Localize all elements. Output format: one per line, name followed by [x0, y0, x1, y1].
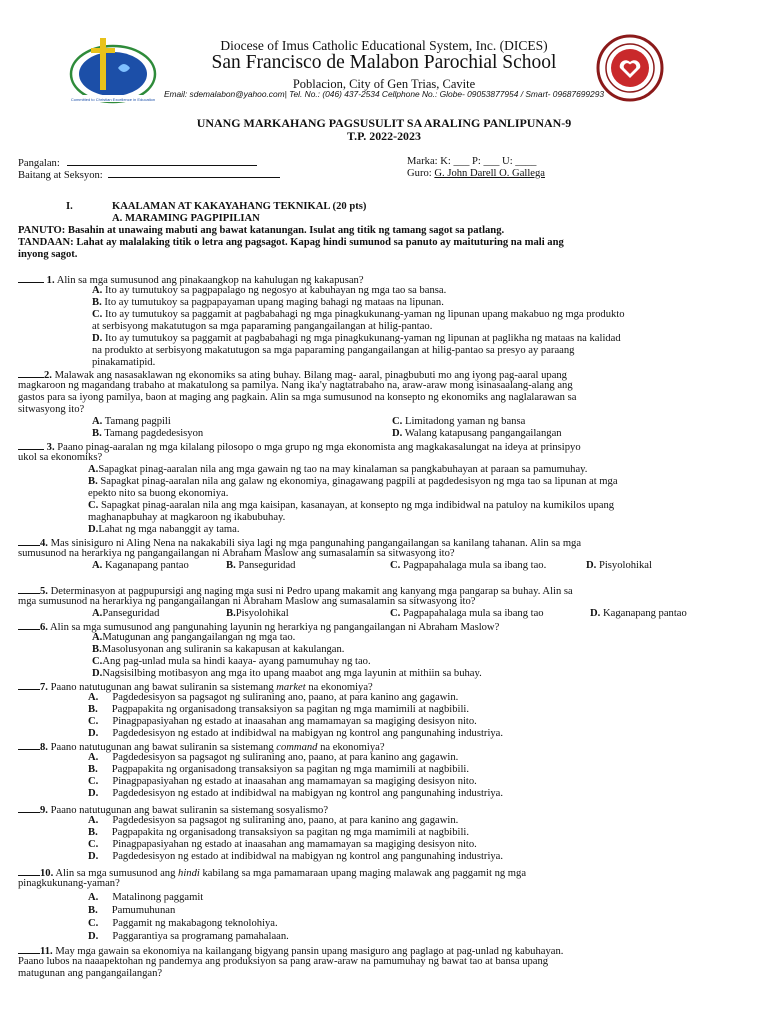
q8-option-d: D. Pagdedesisyon ng estado at indibidwal na mabigyan ng kontrol ang pangunahing industriya.	[88, 788, 504, 799]
q11-line3: matugunan ang pangangailangan?	[18, 968, 163, 979]
q1-option-d-cont: na produkto at serbisyong makatutugon sa mga paparaming pangangailangan at hilig-pantao sa presyo ay paraang	[92, 345, 575, 356]
question-5: 5. Determinasyon at pagpupursigi ang naging mga susi ni Pedro upang makamit ang kanyang mga pangarap sa buhay. Alin sa	[18, 584, 573, 598]
score-field: Marka: K: ___ P: ___ U: ____	[407, 156, 537, 167]
q5-option-b: B.Pisyolohikal	[226, 608, 289, 619]
q6-option-b: B.Masolusyonan ang suliranin sa kakapusan at kakulangan.	[92, 644, 345, 655]
q3-option-d: D.Lahat ng mga nabanggit ay tama.	[88, 524, 240, 535]
q5-option-c: C. Pagpapahalaga mula sa ibang tao	[390, 608, 544, 619]
q3-line2: ukol sa ekonomiks?	[18, 452, 103, 463]
q1-option-b: B. Ito ay tumutukoy sa pagpapayaman upang maging bahagi ng mataas na lipunan.	[92, 297, 444, 308]
q9-option-d: D. Pagdedesisyon ng estado at indibidwal na mabigyan ng kontrol ang pangunahing industriya.	[88, 851, 504, 862]
q6-option-a: A.Matugunan ang pangangailangan ng mga tao.	[92, 632, 296, 643]
q1-option-c-cont: at serbisyong makatutugon sa mga paparaming pangangailangan at hilig-pantao.	[92, 321, 433, 332]
tandaan-line1: TANDAAN: Lahat ay malalaking titik o letra ang pagsagot. Kapag hindi sumunod sa panuto ay maituturing na mali ang	[18, 237, 564, 248]
answer-blank-10[interactable]	[18, 866, 40, 876]
section-roman: I.	[66, 201, 73, 212]
school-address: Poblacion, City of Gen Trias, Cavite	[292, 77, 476, 91]
q3-option-b: B. Sapagkat pinag-aaralan nila ang galaw ng ekonomiya, ginagawang pagpili at pagdedesisyon ng mga tao sa lipunan at mga	[88, 476, 618, 487]
answer-blank-2[interactable]	[18, 368, 44, 378]
answer-blank-9[interactable]	[18, 803, 40, 813]
q7-option-c: C. Pinagpapasiyahan ng estado at inaasahan ang mamamayan sa magiging desisyon nito.	[88, 716, 477, 727]
question-11: 11. May mga gawain sa ekonomiya na kailangang bigyang pansin upang masiguro ang paglago at pag-unlad ng kabuhayan.	[18, 944, 563, 958]
q2-line2: magkaroon ng magandang trabaho at makatulong sa pamilya. Nang ika'y nagtatrabaho na, araw-araw mong isinasaalang-alang ang	[18, 380, 573, 391]
q1-stem: Alin sa mga sumusunod ang pinakaangkop na kahulugan ng kakapusan?	[56, 275, 364, 286]
q10-option-d: D. Paggarantiya sa programang pamahalaan.	[88, 931, 289, 942]
answer-blank-6[interactable]	[18, 620, 40, 630]
question-1: 1. Alin sa mga sumusunod ang pinakaangkop na kahulugan ng kakapusan?	[18, 273, 364, 287]
answer-blank-7[interactable]	[18, 680, 40, 690]
q6-option-d: D.Nagsisilbing motibasyon ang mga ito upang maabot ang mga layunin at mithiin sa buhay.	[92, 668, 482, 679]
question-8: 8. Paano natutugunan ang bawat suliranin sa sistemang command na ekonomiya?	[18, 740, 385, 754]
q9-option-c: C. Pinagpapasiyahan ng estado at inaasahan ang mamamayan sa magiging desisyon nito.	[88, 839, 477, 850]
name-label: Pangalan:	[18, 158, 60, 169]
q5-option-d: D. Kaganapang pantao	[590, 608, 687, 619]
q8-option-a: A. Pagdedesisyon sa pagsagot ng suliraning ano, paano, at para kanino ang gagawin.	[88, 752, 459, 763]
q7-option-d: D. Pagdedesisyon ng estado at indibidwal na mabigyan ng kontrol ang pangunahing industriya.	[88, 728, 504, 739]
q2-line3: gastos para sa iyong pamilya, baon at maging ang pagkain. Alin sa mga sumusunod na konsepto ng ekonomiks ang naglalarawan sa	[18, 392, 577, 403]
section-title: KAALAMAN AT KAKAYAHANG TEKNIKAL (20 pts)	[112, 201, 367, 212]
q1-option-c: C. Ito ay tumutukoy sa paggamit at pagbabahagi ng mga pinagkukunang-yaman ng lipunan upang makabuo ng mga produkto	[92, 309, 625, 320]
answer-blank-1[interactable]	[18, 273, 44, 283]
q8-option-b: B. Pagpapakita ng organisadong transaksiyon sa pagitan ng mga mamimili at nagbibili.	[88, 764, 469, 775]
q2-option-a: A. Tamang pagpili	[92, 416, 171, 427]
q2-option-d: D. Walang katapusang pangangailangan	[392, 428, 562, 439]
diocese-name: Diocese of Imus Catholic Educational System, Inc. (DICES)	[220, 38, 548, 53]
question-10: 10. Alin sa mga sumusunod ang hindi kabilang sa mga pamamaraan upang maging malawak ang paggamit ng mga	[18, 866, 526, 880]
q6-option-c: C.Ang pag-unlad mula sa hindi kaaya- ayang pamumuhay ng tao.	[92, 656, 371, 667]
school-header	[0, 30, 768, 102]
q1-option-a: A. Ito ay tumutukoy sa pagpapalago ng negosyo at kabuhayan ng mga tao sa bansa.	[92, 285, 447, 296]
q3-option-b-cont: epekto nito sa buong ekonomiya.	[88, 488, 229, 499]
section-field[interactable]	[18, 168, 280, 182]
question-7: 7. Paano natutugunan ang bawat suliranin sa sistemang market na ekonomiya?	[18, 680, 373, 694]
q2-option-c: C. Limitadong yaman ng bansa	[392, 416, 526, 427]
question-9: 9. Paano natutugunan ang bawat suliranin sa sistemang sosyalismo?	[18, 803, 328, 817]
q4-option-c: C. Pagpapahalaga mula sa ibang tao.	[390, 560, 547, 571]
school-contacts: Email: sdemalabon@yahoo.com| Tel. No.: (046) 437-2534 Cellphone No.: Globe- 09053877954 / Smart- 09687699293	[163, 89, 605, 99]
q5-option-a: A.Panseguridad	[92, 608, 160, 619]
answer-blank-3[interactable]	[18, 440, 44, 450]
q7-option-a: A. Pagdedesisyon sa pagsagot ng suliraning ano, paano, at para kanino ang gagawin.	[88, 692, 459, 703]
logo-motto-text: Committed to Christian Excellence in Education	[70, 97, 156, 102]
q3-option-c: C. Sapagkat pinag-aaralan nila ang mga kaisipan, kasanayan, at konsepto ng mga indibidwal na patuloy na kumikilos upang	[88, 500, 615, 511]
answer-blank-4[interactable]	[18, 536, 40, 546]
school-name: San Francisco de Malabon Parochial School	[211, 52, 557, 73]
q4-line2: sumusunod na herarkiya ng pangangailangan ni Abraham Maslow ang sumasalamin sa sitwasyong ito?	[18, 548, 455, 559]
exam-title: UNANG MARKAHANG PAGSUSULIT SA ARALING PANLIPUNAN-9	[196, 116, 572, 130]
q9-option-b: B. Pagpapakita ng organisadong transaksiyon sa pagitan ng mga mamimili at nagbibili.	[88, 827, 469, 838]
q4-option-b: B. Panseguridad	[226, 560, 296, 571]
q11-line2: Paano lubos na naaapektohan ng pandemya ang produksiyon sa pang araw-araw na pamumuhay ng bawat tao at bansa upang	[18, 956, 549, 967]
q8-option-c: C. Pinagpapasiyahan ng estado at inaasahan ang mamamayan sa magiging desisyon nito.	[88, 776, 477, 787]
question-3: 3. Paano pinag-aaralan ng mga kilalang pilosopo o mga grupo ng mga ekonomista ang magkakasalungat na ideya at prinsipyo	[18, 440, 581, 454]
answer-blank-8[interactable]	[18, 740, 40, 750]
q2-line4: sitwasyong ito?	[18, 404, 85, 415]
question-2: 2. Malawak ang nasasaklawan ng ekonomiks sa ating buhay. Bilang mag- aaral, pinagbubuti mo ang iyong pag-aaral upang	[18, 368, 567, 382]
q4-option-d: D. Pisyolohikal	[586, 560, 652, 571]
q3-option-c-cont: maghanapbuhay at magkaroon ng ikabubuhay.	[88, 512, 286, 523]
q7-option-b: B. Pagpapakita ng organisadong transaksiyon sa pagitan ng mga mamimili at nagbibili.	[88, 704, 469, 715]
q5-line2: mga sumusunod na herarkiya ng pangangailangan ni Abraham Maslow ang sumasalamin sa sitwasyong ito?	[18, 596, 476, 607]
question-4: 4. Mas sinisiguro ni Aling Nena na nakakabili siya lagi ng mga pangunahing pangangailangan sa kanilang tahanan. Alin sa mga	[18, 536, 581, 550]
panuto: PANUTO: Basahin at unawaing mabuti ang bawat katanungan. Isulat ang titik ng tamang sagot sa patlang.	[18, 225, 505, 236]
school-year: T.P. 2022-2023	[347, 129, 421, 143]
subsection-title: A. MARAMING PAGPIPILIAN	[112, 213, 260, 224]
q10-option-b: B. Pamumuhunan	[88, 905, 176, 916]
question-6: 6. Alin sa mga sumusunod ang pangunahing layunin ng herarkiya ng pangangailangan ni Abraham Maslow?	[18, 620, 499, 634]
teacher-name: G. John Darell O. Gallega	[434, 168, 545, 179]
q10-option-a: A. Matalinong paggamit	[88, 892, 204, 903]
q10-line2: pinagkukunang-yaman?	[18, 878, 120, 889]
answer-blank-11[interactable]	[18, 944, 40, 954]
q9-option-a: A. Pagdedesisyon sa pagsagot ng suliraning ano, paano, at para kanino ang gagawin.	[88, 815, 459, 826]
q1-option-d-cont2: pinakamatipid.	[92, 357, 156, 368]
answer-blank-5[interactable]	[18, 584, 40, 594]
q10-option-c: C. Paggamit ng makabagong teknolohiya.	[88, 918, 278, 929]
teacher-label: Guro:	[407, 168, 432, 179]
q1-option-d: D. Ito ay tumutukoy sa paggamit at pagbabahagi ng mga pinagkukunang-yaman ng lipunan at paglikha ng mataas na kalidad	[92, 333, 621, 344]
q3-option-a: A.Sapagkat pinag-aaralan nila ang mga gawain ng tao na may kinalaman sa pangkabuhayan at paraan sa pamumuhay.	[88, 464, 588, 475]
q2-option-b: B. Tamang pagdedesisyon	[92, 428, 204, 439]
teacher-line	[407, 168, 545, 180]
tandaan-line2: inyong sagot.	[18, 249, 78, 260]
section-label: Baitang at Seksyon:	[18, 170, 103, 181]
q4-option-a: A. Kaganapang pantao	[92, 560, 189, 571]
